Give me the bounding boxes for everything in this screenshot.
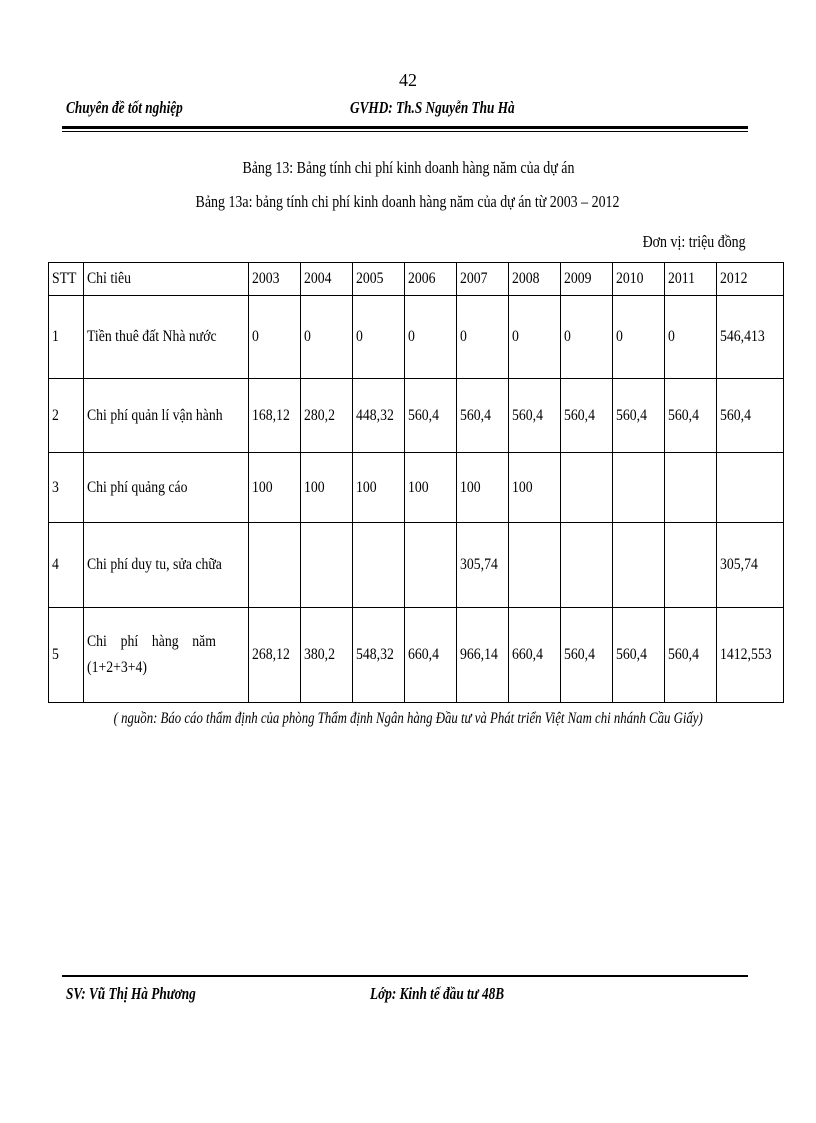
- value-cell: [613, 453, 665, 523]
- cell-text: 1: [52, 328, 59, 345]
- value-cell: [353, 608, 405, 703]
- header-rule-thin: [62, 131, 748, 132]
- value-cell: [509, 453, 561, 523]
- header-cell-text: STT: [52, 270, 77, 287]
- cell-text: 560,4: [564, 646, 596, 663]
- value-cell: [249, 453, 301, 523]
- cell-text: 560,4: [616, 406, 648, 424]
- value-cell: [249, 379, 301, 453]
- header-rule-thick: [62, 126, 748, 129]
- cell-text: Tiền thuê đất Nhà nước: [87, 328, 218, 345]
- value-cell: [353, 379, 405, 453]
- cell-text: 560,4: [460, 406, 492, 424]
- value-cell: [301, 608, 353, 703]
- value-cell: [353, 296, 405, 379]
- table-header-row: [49, 263, 784, 296]
- value-cell: [717, 608, 784, 703]
- cell-text: 305,74: [460, 556, 499, 573]
- header-cell: [249, 263, 301, 296]
- value-cell: [457, 379, 509, 453]
- header-cell-text: 2008: [512, 270, 540, 287]
- value-cell: [457, 453, 509, 523]
- indicator-cell: [84, 379, 249, 453]
- header-cell-text: 2003: [252, 270, 280, 287]
- value-cell: [457, 296, 509, 379]
- table-row: [49, 296, 784, 379]
- value-cell: [509, 608, 561, 703]
- cell-text: 4: [52, 556, 59, 573]
- value-cell: [405, 296, 457, 379]
- value-cell: [717, 453, 784, 523]
- header-cell: [613, 263, 665, 296]
- footer-right: Lớp: Kinh tế đầu tư 48B: [370, 984, 505, 1003]
- cell-text: 560,4: [616, 646, 648, 663]
- cell-text: 100: [512, 478, 533, 496]
- cell-text: Chi phí quản lí vận hành: [87, 406, 224, 424]
- value-cell: [665, 296, 717, 379]
- cell-text: 448,32: [356, 406, 395, 424]
- header-cell: [49, 263, 84, 296]
- cell-text: 560,4: [564, 406, 596, 424]
- header-cell: [561, 263, 613, 296]
- header-cell-text: 2007: [460, 270, 488, 287]
- header-cell-text: 2010: [616, 270, 644, 287]
- header-cell-text: Chỉ tiêu: [87, 270, 132, 287]
- cell-text: 380,2: [304, 646, 336, 663]
- value-cell: [457, 608, 509, 703]
- value-cell: [717, 296, 784, 379]
- value-cell: [665, 453, 717, 523]
- table-row: [49, 379, 784, 453]
- indicator-cell: [84, 523, 249, 608]
- footer-rule: [62, 975, 748, 977]
- cell-text: 5: [52, 646, 59, 663]
- header-cell: [353, 263, 405, 296]
- cell-text: 100: [356, 478, 377, 496]
- header-cell: [665, 263, 717, 296]
- cell-text: Chi phí quảng cáo: [87, 478, 188, 496]
- value-cell: [613, 608, 665, 703]
- cell-text: 100: [252, 478, 273, 496]
- table-row: [49, 453, 784, 523]
- cell-text: 0: [460, 328, 468, 345]
- value-cell: [405, 523, 457, 608]
- stt-cell: [49, 523, 84, 608]
- value-cell: [665, 523, 717, 608]
- cell-text: 0: [616, 328, 624, 345]
- value-cell: [301, 453, 353, 523]
- cell-text: 100: [460, 478, 481, 496]
- value-cell: [405, 453, 457, 523]
- cell-text: 0: [408, 328, 416, 345]
- indicator-cell: [84, 453, 249, 523]
- value-cell: [509, 523, 561, 608]
- table-row: [49, 523, 784, 608]
- value-cell: [561, 523, 613, 608]
- cell-text: 560,4: [668, 406, 700, 424]
- value-cell: [509, 379, 561, 453]
- header-cell-text: 2005: [356, 270, 384, 287]
- cell-text: 100: [304, 478, 325, 496]
- cell-text: 2: [52, 406, 59, 424]
- cell-text: 0: [668, 328, 676, 345]
- value-cell: [301, 296, 353, 379]
- value-cell: [665, 608, 717, 703]
- header-cell: [509, 263, 561, 296]
- value-cell: [665, 379, 717, 453]
- header-cell-text: 2012: [720, 270, 748, 287]
- value-cell: [249, 608, 301, 703]
- indicator-cell: [84, 296, 249, 379]
- value-cell: [457, 523, 509, 608]
- value-cell: [613, 523, 665, 608]
- value-cell: [405, 608, 457, 703]
- value-cell: [249, 523, 301, 608]
- cost-table: [48, 262, 784, 703]
- header-cell-text: 2006: [408, 270, 436, 287]
- header-cell: [457, 263, 509, 296]
- unit-label: Đơn vị: triệu đồng: [642, 232, 746, 251]
- cell-text: 268,12: [252, 646, 291, 663]
- value-cell: [561, 453, 613, 523]
- stt-cell: [49, 296, 84, 379]
- cell-text: Chi phí duy tu, sửa chữa: [87, 556, 223, 573]
- value-cell: [353, 453, 405, 523]
- cell-text: 560,4: [720, 406, 752, 424]
- value-cell: [613, 379, 665, 453]
- cell-text: 0: [512, 328, 520, 345]
- header-cell-text: 2009: [564, 270, 592, 287]
- value-cell: [301, 379, 353, 453]
- value-cell: [561, 379, 613, 453]
- cell-text: 660,4: [512, 646, 544, 663]
- cell-text: Chi phí hàng năm (1+2+3+4): [87, 633, 217, 676]
- header-left: Chuyên đề tốt nghiệp: [66, 98, 183, 117]
- value-cell: [405, 379, 457, 453]
- cell-text: 560,4: [408, 406, 440, 424]
- header-center: GVHD: Th.S Nguyễn Thu Hà: [350, 98, 515, 117]
- cell-text: 100: [408, 478, 429, 496]
- header-cell: [717, 263, 784, 296]
- value-cell: [353, 523, 405, 608]
- table-title: Bảng 13: Bảng tính chi phí kinh doanh hàng năm của dự án: [242, 158, 574, 177]
- stt-cell: [49, 379, 84, 453]
- stt-cell: [49, 453, 84, 523]
- value-cell: [249, 296, 301, 379]
- cell-text: 660,4: [408, 646, 440, 663]
- table-subtitle: Bảng 13a: bảng tính chi phí kinh doanh hàng năm của dự án từ 2003 – 2012: [196, 192, 620, 211]
- table-row: [49, 608, 784, 703]
- header-cell: [405, 263, 457, 296]
- cell-text: 280,2: [304, 406, 336, 424]
- header-cell: [301, 263, 353, 296]
- cell-text: 966,14: [460, 646, 499, 663]
- cell-text: 0: [356, 328, 364, 345]
- value-cell: [717, 379, 784, 453]
- header-cell-text: 2004: [304, 270, 332, 287]
- stt-cell: [49, 608, 84, 703]
- value-cell: [509, 296, 561, 379]
- cell-text: 168,12: [252, 406, 291, 424]
- value-cell: [561, 608, 613, 703]
- footer-left: SV: Vũ Thị Hà Phương: [66, 984, 196, 1003]
- cell-text: 305,74: [720, 556, 759, 573]
- cell-text: 548,32: [356, 646, 395, 663]
- cell-text: 3: [52, 478, 59, 496]
- value-cell: [561, 296, 613, 379]
- source-note: ( nguồn: Báo cáo thẩm định của phòng Thẩm định Ngân hàng Đầu tư và Phát triển Việt Nam chi nhánh Cầu Giấy): [113, 710, 703, 727]
- cell-text: 560,4: [668, 646, 700, 663]
- cell-text: 546,413: [720, 328, 765, 345]
- header-cell: [84, 263, 249, 296]
- value-cell: [301, 523, 353, 608]
- value-cell: [613, 296, 665, 379]
- indicator-cell: [84, 608, 249, 703]
- cell-text: 0: [252, 328, 260, 345]
- cell-text: 1412,553: [720, 646, 772, 663]
- page-number: 42: [399, 70, 417, 90]
- value-cell: [717, 523, 784, 608]
- header-cell-text: 2011: [668, 270, 696, 287]
- cell-text: 560,4: [512, 406, 544, 424]
- cell-text: 0: [304, 328, 312, 345]
- cell-text: 0: [564, 328, 572, 345]
